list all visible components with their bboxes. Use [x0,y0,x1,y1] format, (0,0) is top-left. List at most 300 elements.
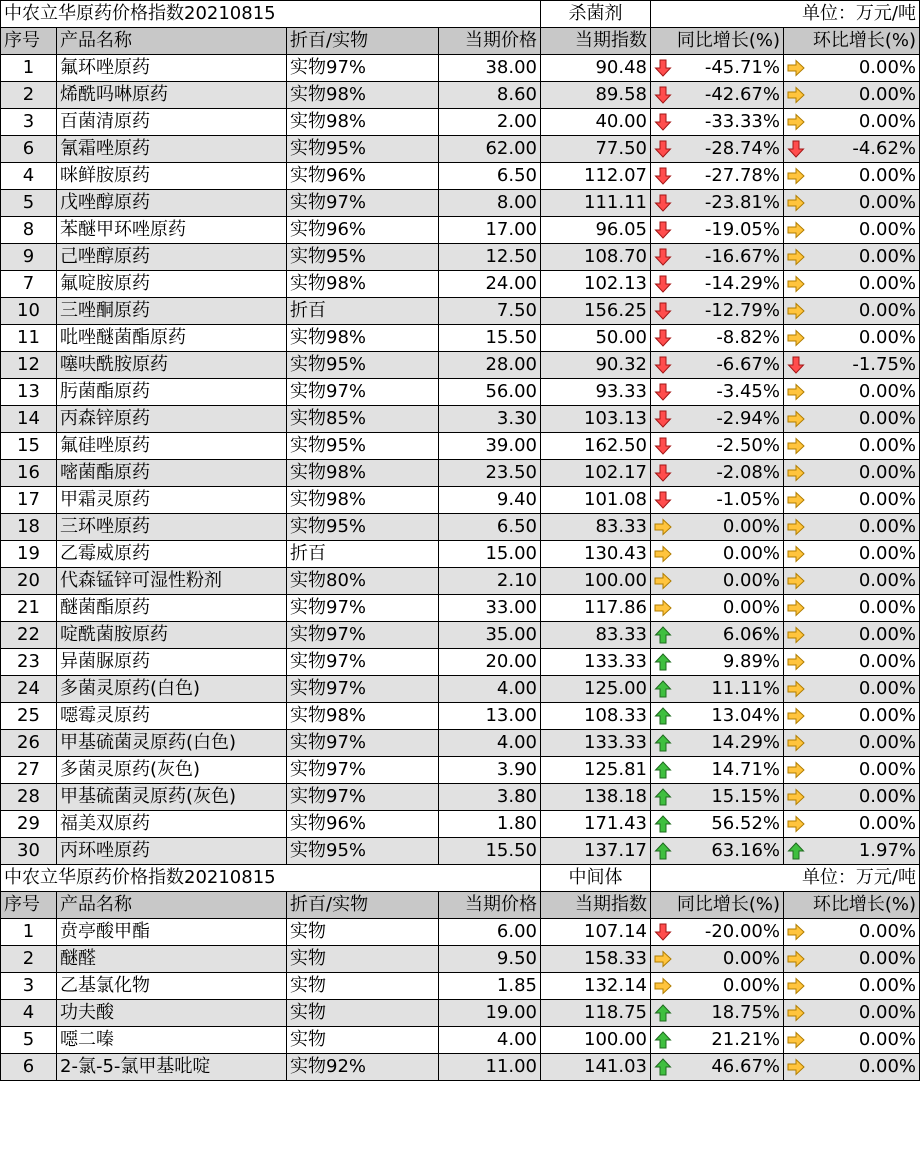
down-arrow-icon [654,221,672,239]
column-header: 同比增长(%) [651,28,784,55]
table-row [1,703,920,730]
row-number: 27 [1,757,57,784]
mom-cell [784,487,920,514]
product-name: 异菌脲原药 [57,649,287,676]
spec-cell: 实物98% [287,109,439,136]
table-row [1,811,920,838]
mom-cell-value: 0.00% [858,705,917,726]
yoy-cell [651,352,784,379]
mom-cell-value: 0.00% [858,732,917,753]
price-cell: 4.00 [439,676,541,703]
right-arrow-icon [787,221,805,239]
unit-label: 单位：万元/吨 [651,865,920,892]
spec-cell: 实物96% [287,811,439,838]
yoy-cell-value: 15.15% [711,786,780,807]
up-arrow-icon [654,1031,672,1049]
mom-cell [784,1027,920,1054]
table-row [1,325,920,352]
spec-cell: 实物97% [287,649,439,676]
row-number: 30 [1,838,57,865]
product-name: 噁二嗪 [57,1027,287,1054]
index-cell: 107.14 [541,919,651,946]
yoy-cell-value: 63.16% [711,840,780,861]
mom-cell [784,838,920,865]
table-row [1,55,920,82]
spec-cell: 实物 [287,1000,439,1027]
yoy-cell-value: -45.71% [704,57,780,78]
yoy-cell-value: 0.00% [722,597,780,618]
right-arrow-icon [787,194,805,212]
section-title-row [1,865,920,892]
mom-cell-value: 0.00% [858,165,917,186]
yoy-cell-value: -23.81% [704,192,780,213]
spec-cell: 实物98% [287,271,439,298]
yoy-cell [651,163,784,190]
spec-cell: 实物 [287,919,439,946]
right-arrow-icon [787,437,805,455]
table-row [1,271,920,298]
yoy-cell [651,649,784,676]
row-number: 21 [1,595,57,622]
mom-cell [784,55,920,82]
mom-cell-value: 0.00% [858,192,917,213]
right-arrow-icon [787,491,805,509]
right-arrow-icon [787,572,805,590]
spec-cell: 实物97% [287,190,439,217]
index-cell: 102.13 [541,271,651,298]
table-row [1,541,920,568]
yoy-cell-value: -8.82% [716,327,780,348]
yoy-cell-value: -19.05% [704,219,780,240]
spec-cell: 实物92% [287,1054,439,1081]
down-arrow-icon [654,383,672,401]
mom-cell [784,676,920,703]
category-label: 中间体 [541,865,651,892]
right-arrow-icon [787,923,805,941]
mom-cell-value: 0.00% [858,489,917,510]
right-arrow-icon [787,761,805,779]
index-cell: 108.70 [541,244,651,271]
mom-cell [784,433,920,460]
row-number: 25 [1,703,57,730]
price-cell: 2.00 [439,109,541,136]
mom-cell-value: 0.00% [858,1002,917,1023]
report-title: 中农立华原药价格指数20210815 [1,1,541,28]
mom-cell-value: 0.00% [858,1056,917,1077]
price-cell: 56.00 [439,379,541,406]
row-number: 17 [1,487,57,514]
mom-cell [784,757,920,784]
right-arrow-icon [787,599,805,617]
table-row [1,379,920,406]
right-arrow-icon [787,248,805,266]
product-name: 甲基硫菌灵原药(灰色) [57,784,287,811]
down-arrow-icon [654,113,672,131]
right-arrow-icon [787,329,805,347]
product-name: 醚菌酯原药 [57,595,287,622]
index-cell: 100.00 [541,1027,651,1054]
mom-cell [784,568,920,595]
mom-cell-value: 0.00% [858,543,917,564]
yoy-cell [651,298,784,325]
column-header: 产品名称 [57,892,287,919]
spec-cell: 实物85% [287,406,439,433]
index-cell: 138.18 [541,784,651,811]
column-header: 当期指数 [541,28,651,55]
table-row [1,649,920,676]
table-row [1,1054,920,1081]
price-cell: 11.00 [439,1054,541,1081]
table-row [1,109,920,136]
spec-cell: 实物97% [287,595,439,622]
mom-cell-value: 0.00% [858,246,917,267]
row-number: 1 [1,55,57,82]
row-number: 3 [1,109,57,136]
index-cell: 158.33 [541,946,651,973]
mom-cell-value: 0.00% [858,462,917,483]
price-cell: 7.50 [439,298,541,325]
column-header: 折百/实物 [287,28,439,55]
right-arrow-icon [787,59,805,77]
table-row [1,136,920,163]
product-name: 乙霉威原药 [57,541,287,568]
yoy-cell [651,811,784,838]
spec-cell: 实物95% [287,136,439,163]
mom-cell [784,217,920,244]
down-arrow-icon [654,356,672,374]
product-name: 乙基氯化物 [57,973,287,1000]
right-arrow-icon [787,86,805,104]
spec-cell: 实物98% [287,703,439,730]
index-cell: 89.58 [541,82,651,109]
price-cell: 62.00 [439,136,541,163]
product-name: 啶酰菌胺原药 [57,622,287,649]
table-row [1,946,920,973]
up-arrow-icon [654,680,672,698]
right-arrow-icon [787,1031,805,1049]
right-arrow-icon [787,815,805,833]
yoy-cell-value: -20.00% [704,921,780,942]
right-arrow-icon [787,653,805,671]
table-row [1,676,920,703]
yoy-cell-value: 0.00% [722,543,780,564]
yoy-cell-value: 21.21% [711,1029,780,1050]
section-title-row [1,1,920,28]
index-cell: 108.33 [541,703,651,730]
mom-cell [784,1000,920,1027]
spec-cell: 实物97% [287,757,439,784]
table-row [1,622,920,649]
product-name: 丙环唑原药 [57,838,287,865]
mom-cell-value: -4.62% [852,138,917,159]
spec-cell: 折百 [287,298,439,325]
mom-cell-value: 0.00% [858,759,917,780]
index-cell: 171.43 [541,811,651,838]
down-arrow-icon [787,140,805,158]
down-arrow-icon [654,464,672,482]
spec-cell: 实物 [287,973,439,1000]
price-cell: 28.00 [439,352,541,379]
index-cell: 118.75 [541,1000,651,1027]
index-cell: 103.13 [541,406,651,433]
mom-cell [784,379,920,406]
index-cell: 162.50 [541,433,651,460]
mom-cell-value: 0.00% [858,57,917,78]
yoy-cell-value: 0.00% [722,975,780,996]
yoy-cell [651,568,784,595]
spec-cell: 实物95% [287,352,439,379]
index-cell: 125.81 [541,757,651,784]
right-arrow-icon [787,680,805,698]
table-row [1,568,920,595]
price-cell: 15.00 [439,541,541,568]
yoy-cell [651,541,784,568]
table-row [1,244,920,271]
row-number: 28 [1,784,57,811]
table-row [1,595,920,622]
up-arrow-icon [654,761,672,779]
mom-cell [784,1054,920,1081]
yoy-cell [651,622,784,649]
table-row [1,406,920,433]
yoy-cell [651,136,784,163]
right-arrow-icon [787,1058,805,1076]
index-cell: 156.25 [541,298,651,325]
table-row [1,1000,920,1027]
right-arrow-icon [654,545,672,563]
product-name: 氟环唑原药 [57,55,287,82]
price-cell: 13.00 [439,703,541,730]
yoy-cell [651,757,784,784]
price-cell: 19.00 [439,1000,541,1027]
yoy-cell-value: -2.50% [716,435,780,456]
price-cell: 4.00 [439,730,541,757]
product-name: 咪鲜胺原药 [57,163,287,190]
yoy-cell [651,433,784,460]
product-name: 氟硅唑原药 [57,433,287,460]
spec-cell: 实物98% [287,487,439,514]
down-arrow-icon [654,86,672,104]
down-arrow-icon [654,410,672,428]
yoy-cell [651,406,784,433]
table-row [1,784,920,811]
index-cell: 96.05 [541,217,651,244]
yoy-cell-value: 11.11% [711,678,780,699]
mom-cell-value: 0.00% [858,408,917,429]
yoy-cell [651,973,784,1000]
yoy-cell-value: 9.89% [722,651,780,672]
mom-cell [784,730,920,757]
report-title: 中农立华原药价格指数20210815 [1,865,541,892]
yoy-cell [651,109,784,136]
spec-cell: 实物 [287,946,439,973]
yoy-cell [651,1027,784,1054]
table-row [1,460,920,487]
up-arrow-icon [654,707,672,725]
yoy-cell [651,217,784,244]
row-number: 4 [1,1000,57,1027]
yoy-cell [651,703,784,730]
row-number: 2 [1,946,57,973]
mom-cell-value: 0.00% [858,597,917,618]
yoy-cell-value: -2.94% [716,408,780,429]
down-arrow-icon [654,140,672,158]
row-number: 24 [1,676,57,703]
index-cell: 83.33 [541,622,651,649]
down-arrow-icon [654,329,672,347]
down-arrow-icon [654,194,672,212]
row-number: 20 [1,568,57,595]
spec-cell: 实物95% [287,514,439,541]
row-number: 29 [1,811,57,838]
index-cell: 90.32 [541,352,651,379]
yoy-cell [651,919,784,946]
mom-cell [784,703,920,730]
table-row [1,730,920,757]
table-row [1,433,920,460]
row-number: 1 [1,919,57,946]
row-number: 7 [1,271,57,298]
column-header: 同比增长(%) [651,892,784,919]
spec-cell: 实物97% [287,379,439,406]
price-cell: 38.00 [439,55,541,82]
price-cell: 6.00 [439,919,541,946]
yoy-cell-value: -2.08% [716,462,780,483]
spec-cell: 实物98% [287,325,439,352]
yoy-cell [651,244,784,271]
price-cell: 3.90 [439,757,541,784]
row-number: 16 [1,460,57,487]
yoy-cell [651,325,784,352]
product-name: 噻呋酰胺原药 [57,352,287,379]
product-name: 多菌灵原药(灰色) [57,757,287,784]
table-row [1,190,920,217]
mom-cell-value: 0.00% [858,327,917,348]
mom-cell [784,973,920,1000]
row-number: 2 [1,82,57,109]
mom-cell-value: -1.75% [852,354,917,375]
table-row [1,298,920,325]
yoy-cell [651,460,784,487]
mom-cell-value: 0.00% [858,813,917,834]
right-arrow-icon [787,410,805,428]
down-arrow-icon [654,302,672,320]
mom-cell [784,298,920,325]
spec-cell: 实物97% [287,55,439,82]
row-number: 11 [1,325,57,352]
table-row [1,82,920,109]
up-arrow-icon [787,842,805,860]
yoy-cell [651,1000,784,1027]
yoy-cell-value: -33.33% [704,111,780,132]
column-header-row [1,28,920,55]
right-arrow-icon [787,734,805,752]
mom-cell [784,190,920,217]
mom-cell [784,352,920,379]
product-name: 苯醚甲环唑原药 [57,217,287,244]
column-header-row [1,892,920,919]
right-arrow-icon [787,275,805,293]
table-row [1,757,920,784]
column-header: 产品名称 [57,28,287,55]
mom-cell-value: 0.00% [858,948,917,969]
spec-cell: 实物95% [287,244,439,271]
product-name: 2-氯-5-氯甲基吡啶 [57,1054,287,1081]
spec-cell: 实物98% [287,82,439,109]
down-arrow-icon [654,248,672,266]
column-header: 序号 [1,28,57,55]
yoy-cell-value: -14.29% [704,273,780,294]
price-cell: 6.50 [439,163,541,190]
product-name: 三唑酮原药 [57,298,287,325]
up-arrow-icon [654,1058,672,1076]
mom-cell [784,244,920,271]
spec-cell: 实物98% [287,460,439,487]
table-row [1,1027,920,1054]
yoy-cell [651,487,784,514]
index-cell: 100.00 [541,568,651,595]
right-arrow-icon [787,518,805,536]
right-arrow-icon [787,464,805,482]
mom-cell [784,136,920,163]
index-cell: 101.08 [541,487,651,514]
row-number: 6 [1,1054,57,1081]
product-name: 多菌灵原药(白色) [57,676,287,703]
yoy-cell [651,379,784,406]
index-cell: 111.11 [541,190,651,217]
right-arrow-icon [787,626,805,644]
row-number: 15 [1,433,57,460]
price-cell: 8.60 [439,82,541,109]
yoy-cell-value: -27.78% [704,165,780,186]
index-cell: 137.17 [541,838,651,865]
index-cell: 50.00 [541,325,651,352]
mom-cell-value: 0.00% [858,570,917,591]
up-arrow-icon [654,734,672,752]
spec-cell: 实物97% [287,622,439,649]
row-number: 6 [1,136,57,163]
down-arrow-icon [654,167,672,185]
product-name: 醚醛 [57,946,287,973]
yoy-cell-value: 46.67% [711,1056,780,1077]
up-arrow-icon [654,788,672,806]
right-arrow-icon [654,518,672,536]
right-arrow-icon [787,302,805,320]
row-number: 3 [1,973,57,1000]
right-arrow-icon [787,1004,805,1022]
mom-cell-value: 0.00% [858,678,917,699]
index-cell: 125.00 [541,676,651,703]
mom-cell [784,271,920,298]
yoy-cell-value: 0.00% [722,948,780,969]
mom-cell-value: 0.00% [858,300,917,321]
product-name: 甲基硫菌灵原药(白色) [57,730,287,757]
mom-cell-value: 0.00% [858,786,917,807]
yoy-cell-value: 56.52% [711,813,780,834]
yoy-cell-value: -6.67% [716,354,780,375]
yoy-cell [651,946,784,973]
yoy-cell [651,190,784,217]
spec-cell: 实物97% [287,784,439,811]
mom-cell [784,622,920,649]
product-name: 氟啶胺原药 [57,271,287,298]
yoy-cell [651,784,784,811]
price-cell: 15.50 [439,838,541,865]
table-row [1,514,920,541]
index-cell: 132.14 [541,973,651,1000]
mom-cell [784,514,920,541]
table-row [1,217,920,244]
